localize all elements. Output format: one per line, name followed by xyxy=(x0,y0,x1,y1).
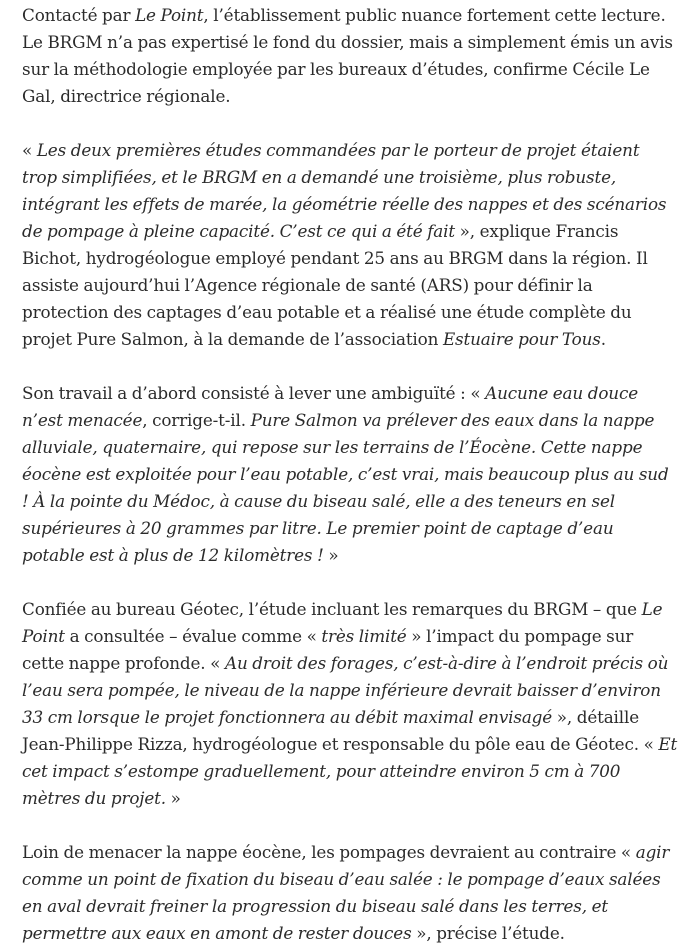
italic-text: Le Point xyxy=(22,599,663,646)
article-paragraph xyxy=(22,596,678,812)
text-run: », explique Francis Bichot, hydrogéologue employé pendant 25 ans au BRGM dans la région. Il assiste aujourd’hui l’Agence régionale de santé (ARS) pour définir la protection des captages d’eau potable et a réalisé une étude complète du projet Pure Salmon, à la demande de l’association xyxy=(22,221,648,349)
italic-text: Le Point xyxy=(135,5,204,25)
italic-text: Estuaire pour Tous xyxy=(442,329,601,349)
article-paragraph xyxy=(22,839,678,947)
text-run: a consultée – évalue comme « xyxy=(64,626,322,646)
italic-text: très limité xyxy=(321,626,407,646)
italic-text: Et cet impact s’estompe graduellement, pour atteindre environ 5 cm à 700 mètres du projet. xyxy=(22,734,678,808)
text-run: Loin de menacer la nappe éocène, les pompages devraient au contraire « xyxy=(22,842,636,862)
italic-text: Les deux premières études commandées par le porteur de projet étaient trop simplifiées, et le BRGM en a demandé une troisième, plus robuste, intégrant les effets de marée, la géométrie réelle des nappes et des scénarios de pompage à pleine capacité. C’est ce qui a été fait xyxy=(22,140,667,241)
article-paragraph xyxy=(22,380,678,569)
article-paragraph xyxy=(22,2,678,110)
text-run: , corrige-t-il. xyxy=(142,410,251,430)
italic-text: Pure Salmon va prélever des eaux dans la nappe alluviale, quaternaire, qui repose sur les terrains de l’Éocène. Cette nappe éocène est exploitée pour l’eau potable, c’est vrai, mais beaucoup plus au sud ! À la pointe du Médoc, à cause du biseau salé, elle a des teneurs en sel supérieures à 20 grammes par litre. Le premier point de captage d’eau potable est à plus de 12 kilomètres ! xyxy=(22,410,669,565)
text-run: . xyxy=(600,329,606,349)
italic-text: Au droit des forages, c’est-à-dire à l’endroit précis où l’eau sera pompée, le niveau de la nappe inférieure devrait baisser d’environ 33 cm lorsque le projet fonctionnera au débit maximal envisagé xyxy=(22,653,669,727)
text-run: « xyxy=(22,140,37,160)
article-paragraph xyxy=(22,137,678,353)
text-run: » xyxy=(165,788,181,808)
text-run: », détaille Jean-Philippe Rizza, hydrogéologue et responsable du pôle eau de Géotec. « xyxy=(22,707,659,754)
text-run: Confiée au bureau Géotec, l’étude incluant les remarques du BRGM – que xyxy=(22,599,642,619)
text-run: » xyxy=(323,545,339,565)
italic-text: Aucune eau douce n’est menacée xyxy=(22,383,638,430)
text-run: » l’impact du pompage sur cette nappe profonde. « xyxy=(22,626,634,673)
text-run: Contacté par xyxy=(22,5,136,25)
text-run: Son travail a d’abord consisté à lever une ambiguïté : « xyxy=(22,383,486,403)
text-run: , l’établissement public nuance fortement cette lecture. Le BRGM n’a pas expertisé le fond du dossier, mais a simplement émis un avis sur la méthodologie employée par les bureaux d’études, confirme Cécile Le Gal, directrice régionale. xyxy=(22,5,673,106)
text-run: », précise l’étude. xyxy=(411,923,565,943)
italic-text: agir comme un point de fixation du biseau d’eau salée : le pompage d’eaux salées en aval devrait freiner la progression du biseau salé dans les terres, et permettre aux eaux en amont de rester douces xyxy=(22,842,670,943)
